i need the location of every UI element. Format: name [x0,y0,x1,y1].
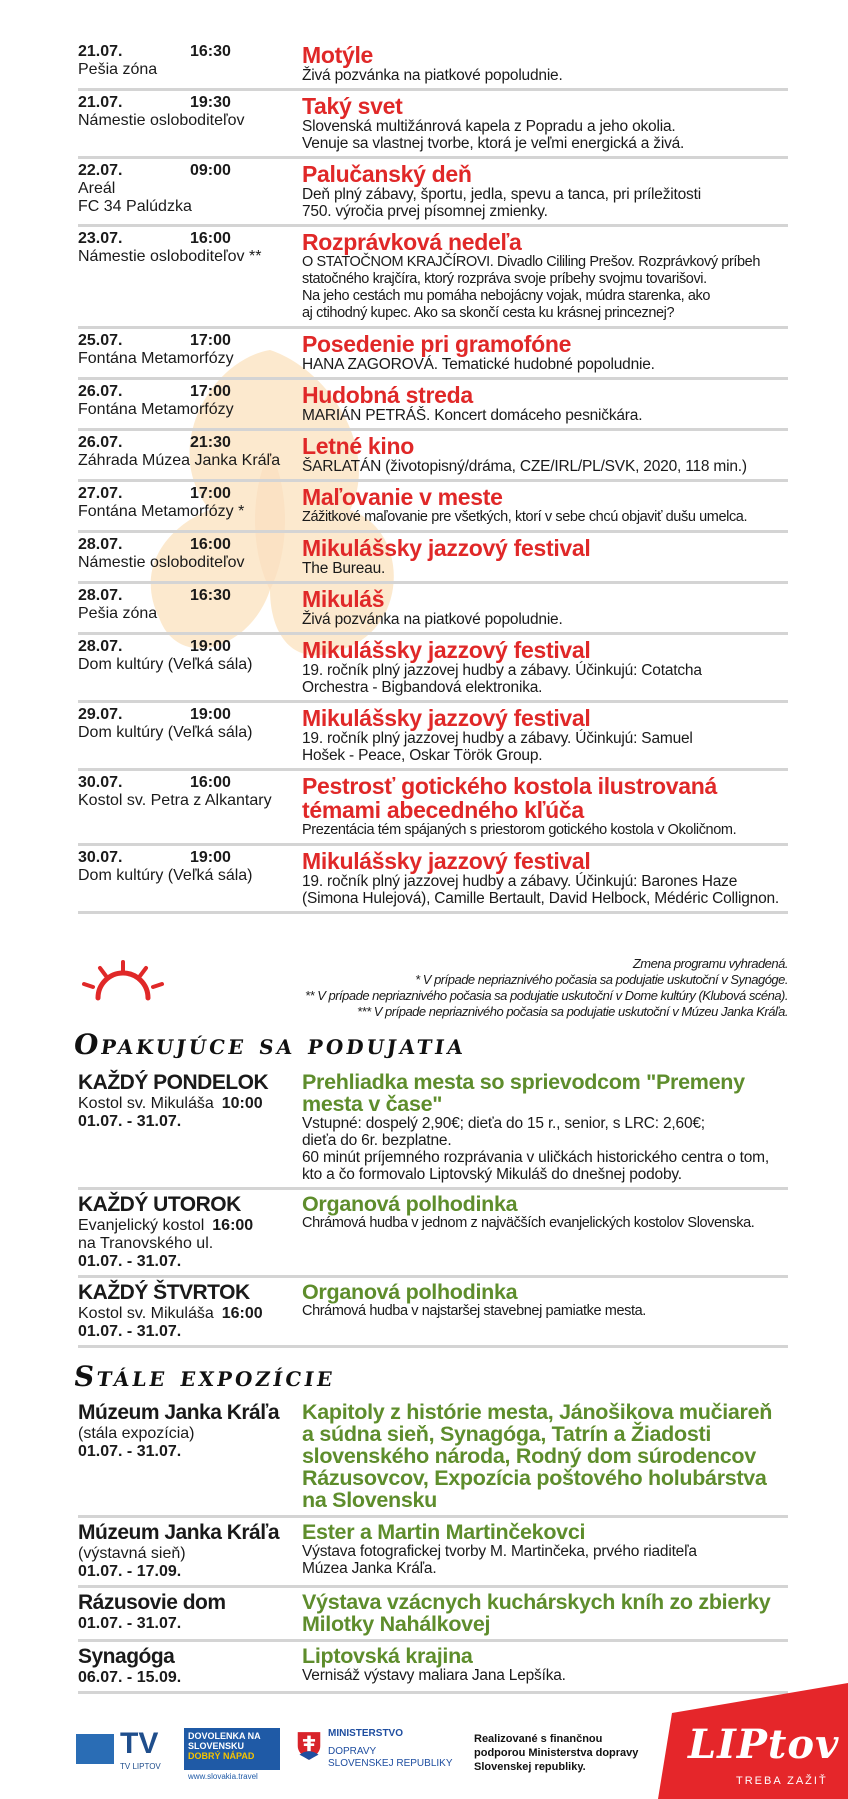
event-description: aj ctihodný kupec. Ako sa skončí cesta ku krásnej princeznej? [302,305,675,321]
program-info [302,1591,788,1635]
event-time: 21:30 [190,434,231,451]
program-day: KAŽDÝ UTOROK [78,1193,241,1216]
program-line [78,1323,302,1341]
event-date: 21.07. [78,43,123,60]
event-row [78,431,788,482]
event-title: Pestrosť gotického kostola ilustrovaná témami abecedného kľúča [302,773,718,823]
program-line-text: (výstavná sieň) [78,1545,186,1562]
program-description: 60 minút príjemného rozprávania v uličkách historického centra o tom, [302,1149,769,1166]
section-repeating-heading: Opakujúce sa podujatia [71,1028,469,1061]
program-line [78,1217,302,1235]
event-place: FC 34 Palúdzka [78,198,192,215]
program-info [302,1281,788,1341]
program-day: Múzeum Janka Kráľa [78,1401,279,1424]
event-info [302,587,788,628]
program-title: Kapitoly z histórie mesta, Jánošikova mučiareň a súdna sieň, Synagóga, Tatrín a Žiadosti slovenského národa, Rodný dom súrodencov Rázusovcov, Expozícia poštového holubárstva na Slovensku [302,1400,773,1512]
event-title: Mikulášsky jazzový festival [302,637,591,663]
event-row [78,380,788,431]
event-description: ŠARLATÁN (životopisný/dráma, CZE/IRL/PL/SVK, 2020, 118 min.) [302,458,747,475]
program-row [78,1398,788,1518]
event-time: 19:00 [190,638,231,655]
event-list [78,40,788,914]
event-date: 23.07. [78,230,123,247]
event-when-where [78,638,302,696]
program-line-text: 06.07. - 15.09. [78,1669,182,1686]
event-date: 29.07. [78,706,123,723]
tv-liptov-sub: TV LIPTOV [120,1762,161,1771]
dovolenka-line-2: SLOVENSKU [188,1741,245,1751]
event-description: Na jeho cestách mu pomáha nebojácny vojak, múdra starenka, ako [302,288,711,304]
program-row [78,1068,788,1190]
program-description: Výstava fotografickej tvorby M. Martinčeka, prvého riaditeľa [302,1543,697,1560]
program-line [78,1563,302,1581]
event-row [78,771,788,846]
program-line-text: 01.07. - 31.07. [78,1253,182,1270]
event-title: Maľovanie v meste [302,484,503,510]
program-when-where [78,1281,302,1341]
event-place: Námestie osloboditeľov ** [78,248,262,265]
event-description: Hošek - Peace, Oskar Török Group. [302,747,543,764]
dovolenka-logo [184,1728,280,1780]
program-day: Synagóga [78,1645,175,1668]
program-info [302,1071,788,1183]
program-line [78,1545,302,1563]
event-place: Pešia zóna [78,61,158,78]
event-row [78,329,788,380]
program-line [78,1615,302,1633]
program-line [78,1095,302,1113]
event-row [78,533,788,584]
event-description: Deň plný zábavy, športu, jedla, spevu a tanca, pri príležitosti [302,186,701,203]
dovolenka-line-1: DOVOLENKA NA [188,1731,261,1741]
program-description: Chrámová hudba v jednom z najväčších evanjelických kostolov Slovenska. [302,1215,755,1231]
event-info [302,849,788,907]
program-title: Prehliadka mesta so sprievodcom "Premeny mesta v čase" [302,1070,745,1116]
event-place: Fontána Metamorfózy [78,401,234,418]
event-time: 16:00 [190,536,231,553]
program-when-where [78,1591,302,1635]
program-line [78,1113,302,1131]
event-info [302,638,788,696]
sun-icon [80,958,166,1004]
event-date: 30.07. [78,774,123,791]
event-when-where [78,94,302,152]
program-day: KAŽDÝ ŠTVRTOK [78,1281,250,1304]
footnotes [305,956,788,1020]
program-row [78,1588,788,1642]
tv-liptov-mark-icon [76,1734,114,1764]
event-description: Venuje sa vlastnej tvorbe, ktorá je veľmi energická a živá. [302,135,685,152]
funding-line-3: Slovenskej republiky. [474,1761,586,1773]
event-title: Mikulášsky jazzový festival [302,705,591,731]
event-time: 19:00 [190,706,231,723]
event-place: Námestie osloboditeľov [78,112,245,129]
event-when-where [78,536,302,577]
event-place: Pešia zóna [78,605,158,622]
program-line-text: 01.07. - 17.09. [78,1563,182,1580]
event-info [302,434,788,475]
section-exhibitions-heading: Stále expozície [71,1360,338,1393]
event-info [302,230,788,322]
event-row [78,482,788,533]
event-time: 16:00 [190,774,231,791]
event-row [78,703,788,771]
program-line-text: 01.07. - 31.07. [78,1443,182,1460]
event-time: 17:00 [190,383,231,400]
program-line-text: Kostol sv. Mikuláša [78,1095,214,1112]
event-title: Mikulášsky jazzový festival [302,848,591,874]
program-when-where [78,1193,302,1271]
program-line-text: 01.07. - 31.07. [78,1113,182,1130]
program-info [302,1193,788,1271]
event-title: Motýle [302,42,374,68]
event-place: Fontána Metamorfózy [78,350,234,367]
program-line-text: na Tranovského ul. [78,1235,214,1252]
event-when-where [78,485,302,526]
ministry-line-1: MINISTERSTVO [328,1728,404,1739]
event-description: statočného krajčíra, ktorý rozpráva svoje príbehy svojmu tovarišovi. [302,271,707,287]
program-line [78,1669,302,1687]
dovolenka-line-3: DOBRÝ NÁPAD [188,1751,255,1761]
event-description: Prezentácia tém spájaných s priestorom gotického kostola v Okoličnom. [302,822,737,838]
event-description: The Bureau. [302,560,386,577]
event-row [78,227,788,329]
event-title: Letné kino [302,433,415,459]
event-date: 28.07. [78,536,123,553]
program-title: Organová polhodinka [302,1192,518,1216]
event-description: Slovenská multižánrová kapela z Popradu a jeho okolia. [302,118,676,135]
program-row [78,1518,788,1588]
event-date: 28.07. [78,587,123,604]
event-description: 750. výročia prvej písomnej zmienky. [302,203,548,220]
event-description: 19. ročník plný jazzovej hudby a zábavy. Účinkujú: Barones Haze [302,873,738,890]
event-info [302,536,788,577]
funding-line-2: podporou Ministerstva dopravy [474,1747,639,1759]
program-description: Chrámová hudba v najstaršej stavebnej pamiatke mesta. [302,1303,646,1319]
footnote-line: *** V prípade nepriaznivého počasia sa podujatie uskutoční v Múzeu Janka Kráľa. [356,1004,788,1019]
event-when-where [78,434,302,475]
tv-liptov-logo [76,1728,166,1778]
event-title: Posedenie pri gramofóne [302,331,572,357]
event-time: 17:00 [190,332,231,349]
event-when-where [78,162,302,220]
program-day: Múzeum Janka Kráľa [78,1521,279,1544]
liptov-brand-text: LIPtov [688,1721,840,1768]
exhibitions-list [78,1398,788,1694]
program-info [302,1645,788,1687]
program-line-text: 01.07. - 31.07. [78,1323,182,1340]
event-title: Palučanský deň [302,161,472,187]
event-time: 17:00 [190,485,231,502]
funding-line-1: Realizované s finančnou [474,1733,603,1745]
event-when-where [78,332,302,373]
event-place: Fontána Metamorfózy * [78,503,245,520]
program-info [302,1401,788,1511]
event-row [78,91,788,159]
program-line-text: 01.07. - 31.07. [78,1615,182,1632]
event-place: Záhrada Múzea Janka Kráľa [78,452,281,469]
event-description: 19. ročník plný jazzovej hudby a zábavy. Účinkujú: Cotatcha [302,662,702,679]
event-when-where [78,774,302,839]
event-title: Taký svet [302,93,403,119]
event-row [78,159,788,227]
event-info [302,332,788,373]
event-time: 16:30 [190,587,231,604]
program-time: 10:00 [221,1095,263,1112]
program-line [78,1443,302,1461]
event-info [302,94,788,152]
event-date: 30.07. [78,849,123,866]
program-line-text: Kostol sv. Mikuláša [78,1305,214,1322]
event-info [302,485,788,526]
ministry-line-3: SLOVENSKEJ REPUBLIKY [328,1758,453,1769]
event-when-where [78,230,302,322]
program-line [78,1425,302,1443]
program-description: Vernisáž výstavy maliara Jana Lepšíka. [302,1667,566,1684]
repeating-list [78,1068,788,1348]
ministry-line-2: DOPRAVY [328,1746,377,1757]
ministry-logo [296,1726,466,1780]
slovakia-url: www.slovakia.travel [188,1772,258,1781]
program-title: Výstava vzácnych kuchárskych kníh zo zbierky Milotky Nahálkovej [302,1590,771,1636]
event-time: 19:00 [190,849,231,866]
program-description: dieťa do 6r. bezplatne. [302,1132,452,1149]
program-title: Organová polhodinka [302,1280,518,1304]
event-title: Hudobná streda [302,382,473,408]
event-description: 19. ročník plný jazzovej hudby a zábavy. Účinkujú: Samuel [302,730,693,747]
program-day: Rázusovie dom [78,1591,226,1614]
event-title: Mikulášsky jazzový festival [302,535,591,561]
event-place: Kostol sv. Petra z Alkantary [78,792,272,809]
event-info [302,43,788,84]
program-line-text: Evanjelický kostol [78,1217,205,1234]
event-description: Orchestra - Bigbandová elektronika. [302,679,543,696]
program-when-where [78,1521,302,1581]
event-place: Námestie osloboditeľov [78,554,245,571]
event-time: 19:30 [190,94,231,111]
event-description: O STATOČNOM KRAJČÍROVI. Divadlo Cililing Prešov. Rozprávkový príbeh [302,254,761,270]
event-date: 25.07. [78,332,123,349]
event-row [78,584,788,635]
program-when-where [78,1645,302,1687]
program-description: Múzea Janka Kráľa. [302,1560,437,1577]
event-time: 16:30 [190,43,231,60]
footnote-line: * V prípade nepriaznivého počasia sa podujatie uskutoční v Synagóge. [415,972,788,987]
program-title: Liptovská krajina [302,1644,473,1668]
program-row [78,1190,788,1278]
event-place: Dom kultúry (Veľká sála) [78,724,253,741]
event-when-where [78,706,302,764]
event-description: (Simona Hulejová), Camille Bertault, David Helbock, Médéric Collignon. [302,890,780,907]
event-place: Dom kultúry (Veľká sála) [78,867,253,884]
event-place: Dom kultúry (Veľká sála) [78,656,253,673]
event-when-where [78,587,302,628]
event-time: 16:00 [190,230,231,247]
event-row [78,635,788,703]
program-info [302,1521,788,1581]
program-time: 16:00 [221,1305,263,1322]
program-row [78,1278,788,1348]
event-description: HANA ZAGOROVÁ. Tematické hudobné popoludnie. [302,356,655,373]
event-info [302,162,788,220]
program-line [78,1305,302,1323]
tv-liptov-label: TV [120,1727,159,1760]
event-date: 27.07. [78,485,123,502]
dovolenka-box [184,1728,280,1770]
event-description: Zážitkové maľovanie pre všetkých, ktorí v sebe chcú objaviť dušu umelca. [302,509,748,525]
event-date: 28.07. [78,638,123,655]
event-when-where [78,43,302,84]
program-line [78,1235,302,1253]
event-place: Areál [78,180,116,197]
event-time: 09:00 [190,162,231,179]
event-row [78,846,788,914]
event-date: 22.07. [78,162,123,179]
event-row [78,40,788,91]
slovak-coat-of-arms-icon [296,1730,322,1762]
program-description: kto a čo formovalo Liptovský Mikuláš do dnešnej podoby. [302,1166,682,1183]
liptov-tagline: TREBA ZAŽIŤ [736,1775,828,1787]
program-time: 16:00 [212,1217,254,1234]
program-title: Ester a Martin Martinčekovci [302,1520,586,1544]
footnote-line: ** V prípade nepriaznivého počasia sa podujatie uskutoční v Dome kultúry (Klubová scéna). [304,988,788,1003]
program-line-text: (stála expozícia) [78,1425,195,1442]
program-description: Vstupné: dospelý 2,90€; dieťa do 15 r., senior, s LRC: 2,60€; [302,1115,705,1132]
event-info [302,774,788,839]
program-when-where [78,1071,302,1183]
event-title: Rozprávková nedeľa [302,229,522,255]
footnote-line: Zmena programu vyhradená. [632,956,788,971]
event-date: 26.07. [78,383,123,400]
event-info [302,706,788,764]
program-day: KAŽDÝ PONDELOK [78,1071,269,1094]
event-title: Mikuláš [302,586,385,612]
event-date: 21.07. [78,94,123,111]
program-line [78,1253,302,1271]
event-description: Živá pozvánka na piatkové popoludnie. [302,611,563,628]
funding-note [474,1732,638,1774]
liptov-brand-logo [658,1683,848,1799]
event-date: 26.07. [78,434,123,451]
event-description: Živá pozvánka na piatkové popoludnie. [302,67,563,84]
event-info [302,383,788,424]
event-description: MARIÁN PETRÁŠ. Koncert domáceho pesničkára. [302,407,643,424]
program-when-where [78,1401,302,1511]
event-when-where [78,383,302,424]
event-when-where [78,849,302,907]
